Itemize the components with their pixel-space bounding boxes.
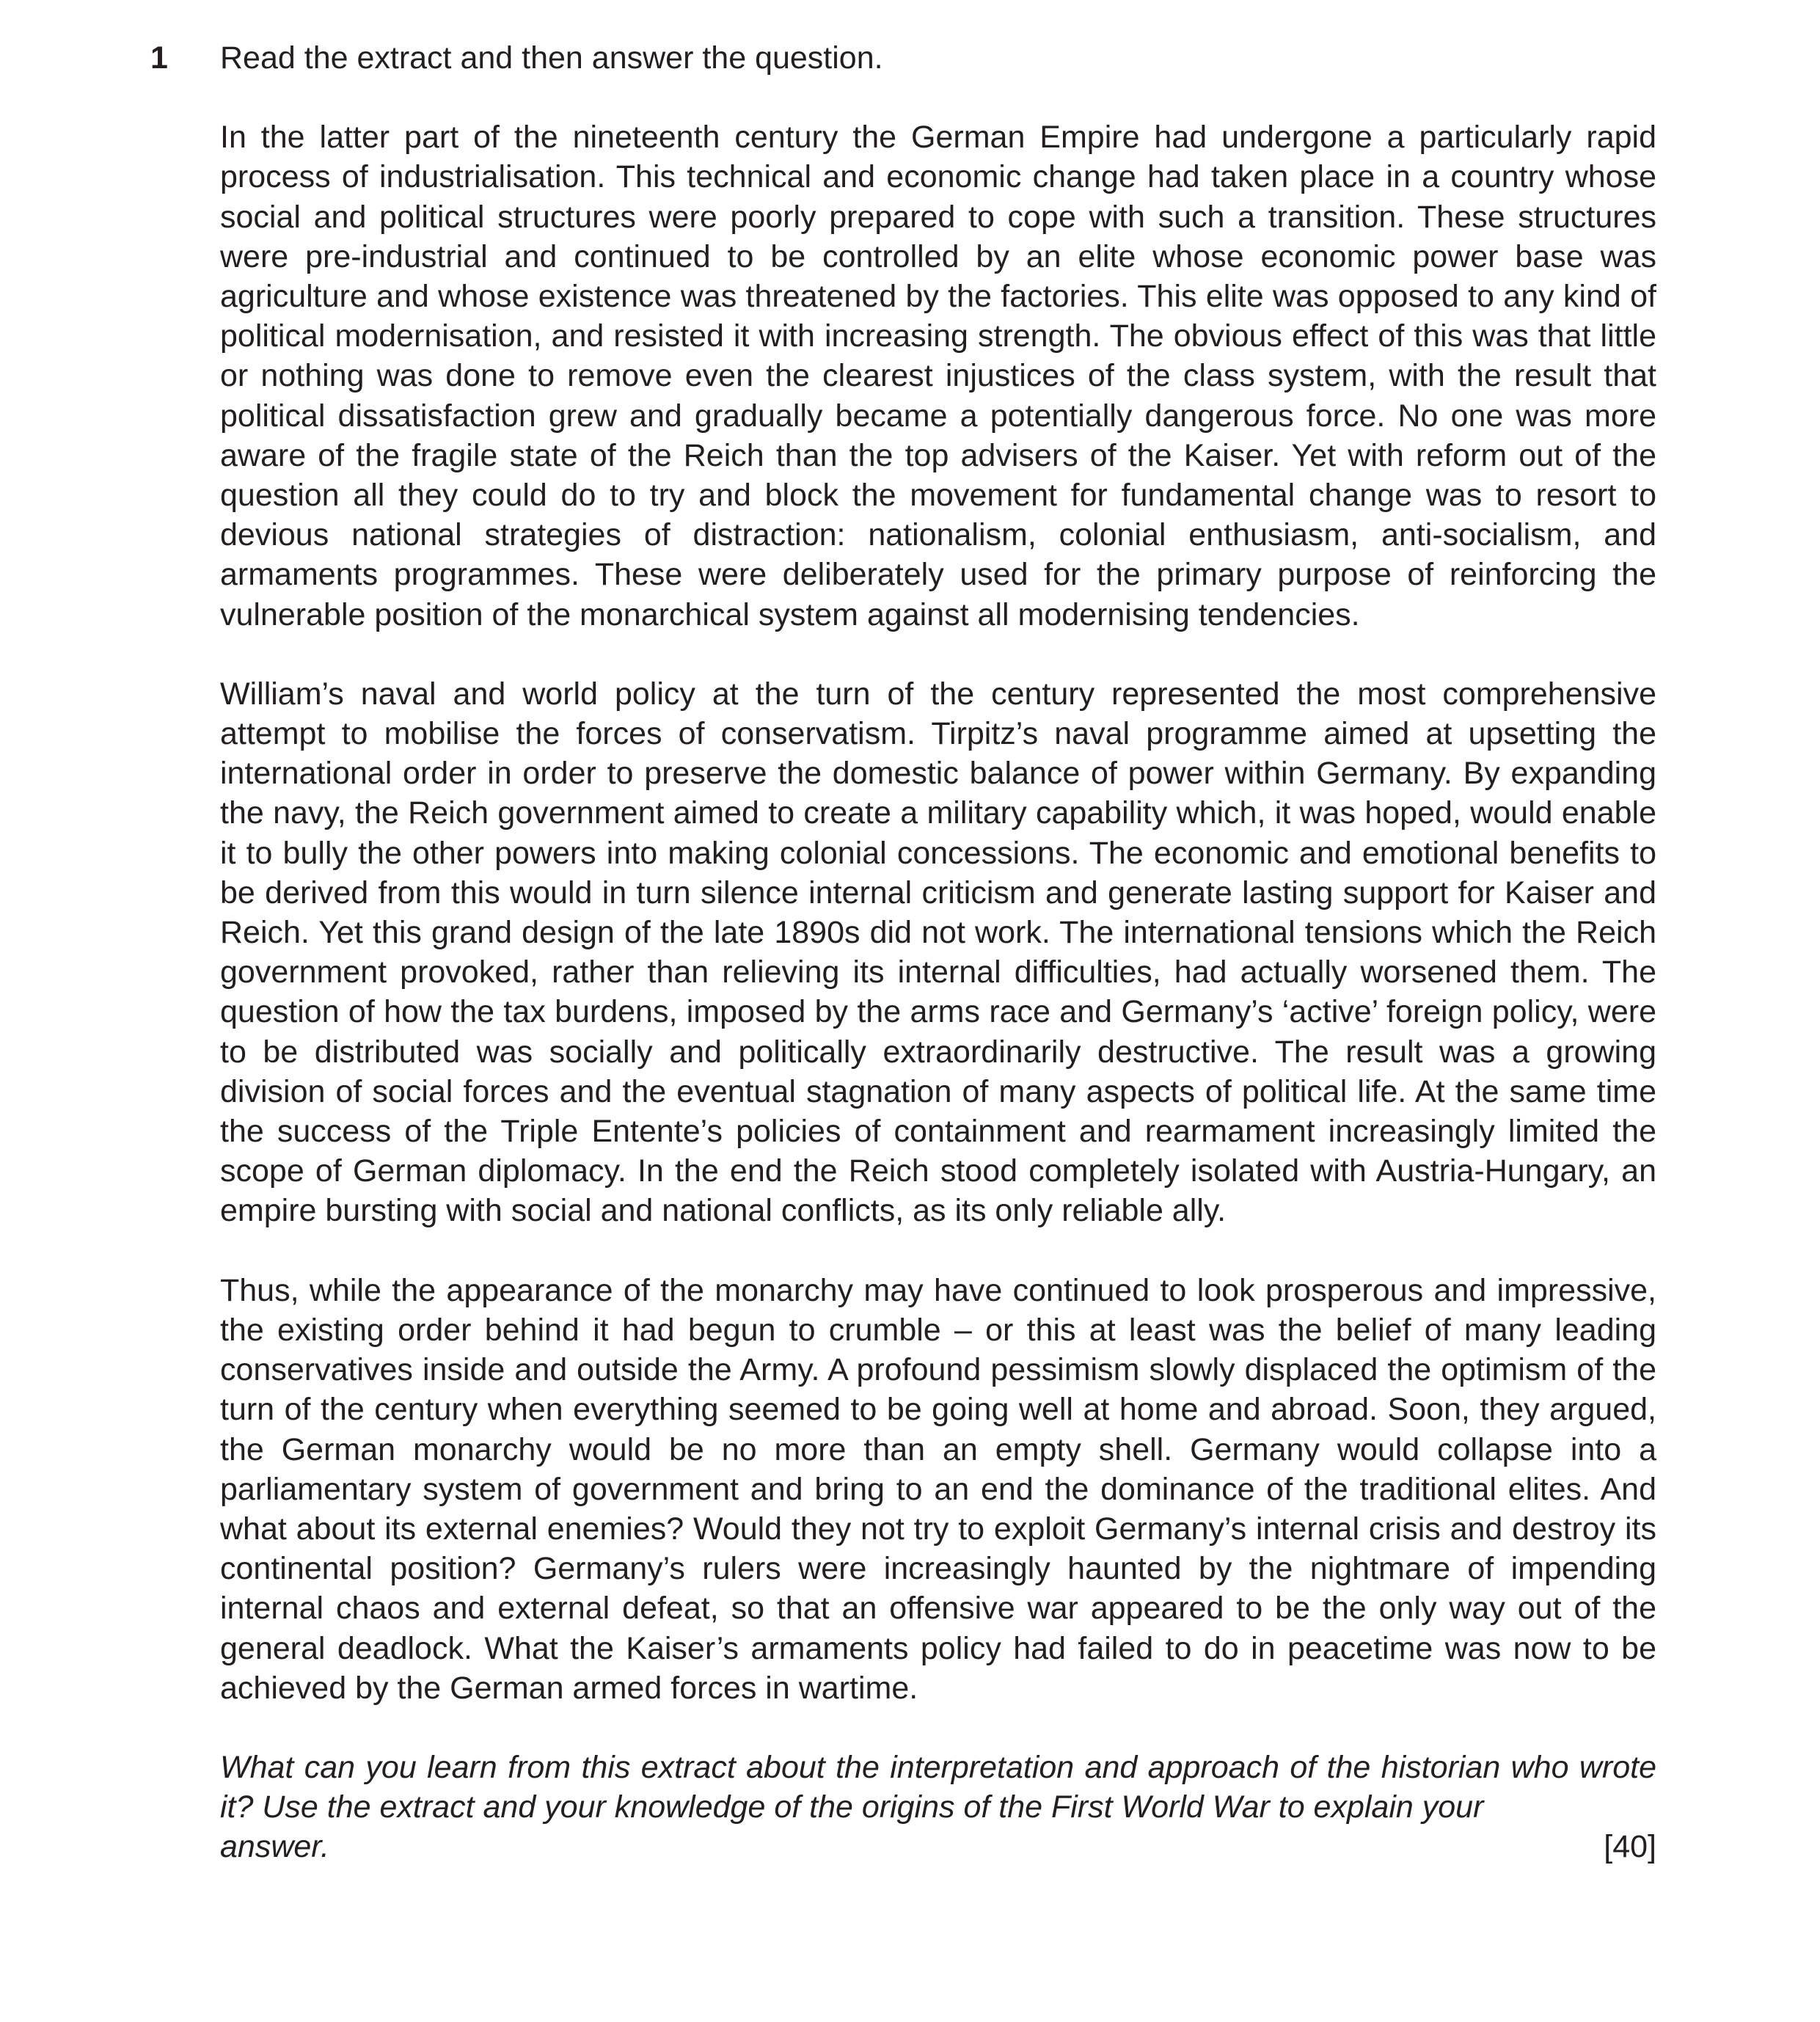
- extract-paragraph-1: In the latter part of the nineteenth century the German Empire had undergone a particularly rapid process of industrialisation. This technical and economic change had taken place in a country whose social and political structures were poorly prepared to cope with such a transition. These structures were pre-industrial and continued to be controlled by an elite whose economic power base was agriculture and whose existence was threatened by the factories. This elite was opposed to any kind of political modernisation, and resisted it with increasing strength. The obvious effect of this was that little or nothing was done to remove even the clearest injustices of the class system, with the result that political dissatisfaction grew and gradually became a potentially dangerous force. No one was more aware of the fragile state of the Reich than the top advisers of the Kaiser. Yet with reform out of the question all they could do to try and block the movement for fundamental change was to resort to devious national strategies of distraction: nationalism, colonial enthusiasm, anti-socialism, and armaments programmes. These were deliberately used for the primary purpose of reinforcing the vulnerable position of the monarchical system against all modernising tendencies.: [220, 120, 1656, 632]
- question-prompt-end: answer.: [220, 1829, 329, 1865]
- question-prompt: What can you learn from this extract about the interpretation and approach of the historian who wrote it? Use the extract and your knowledge of the origins of the First World War to explain your: [220, 1749, 1656, 1825]
- question-instruction: Read the extract and then answer the question.: [220, 40, 883, 76]
- question-prompt-final-line: [220, 1827, 1656, 1866]
- marks-badge: [40]: [1604, 1829, 1656, 1865]
- question-content: [220, 38, 1656, 1867]
- extract-paragraph-3: Thus, while the appearance of the monarchy may have continued to look prosperous and impressive, the existing order behind it had begun to crumble – or this at least was the belief of many leading conservatives inside and outside the Army. A profound pessimism slowly displaced the optimism of the turn of the century when everything seemed to be going well at home and abroad. Soon, they argued, the German monarchy would be no more than an empty shell. Germany would collapse into a parliamentary system of government and bring to an end the dominance of the traditional elites. And what about its external enemies? Would they not try to exploit Germany’s internal crisis and destroy its continental position? Germany’s rulers were increasingly haunted by the nightmare of impending internal chaos and external defeat, so that an offensive war appeared to be the only way out of the general deadlock. What the Kaiser’s armaments policy had failed to do in peacetime was now to be achieved by the German armed forces in wartime.: [220, 1272, 1656, 1706]
- extract-paragraph-2: William’s naval and world policy at the turn of the century represented the most comprehensive attempt to mobilise the forces of conservatism. Tirpitz’s naval programme aimed at upsetting the international order in order to preserve the domestic balance of power within Germany. By expanding the navy, the Reich government aimed to create a military capability which, it was hoped, would enable it to bully the other powers into making colonial concessions. The economic and emotional benefits to be derived from this would in turn silence internal criticism and generate lasting support for Kaiser and Reich. Yet this grand design of the late 1890s did not work. The international tensions which the Reich government provoked, rather than relieving its internal difficulties, had actually worsened them. The question of how the tax burdens, imposed by the arms race and Germany’s ‘active’ foreign policy, were to be distributed was socially and politically extraordinarily destructive. The result was a growing division of social forces and the eventual stagnation of many aspects of political life. At the same time the success of the Triple Entente’s policies of containment and rearmament increasingly limited the scope of German diplomacy. In the end the Reich stood completely isolated with Austria-Hungary, an empire bursting with social and national conflicts, as its only reliable ally.: [220, 676, 1656, 1229]
- question-number: 1: [150, 40, 168, 76]
